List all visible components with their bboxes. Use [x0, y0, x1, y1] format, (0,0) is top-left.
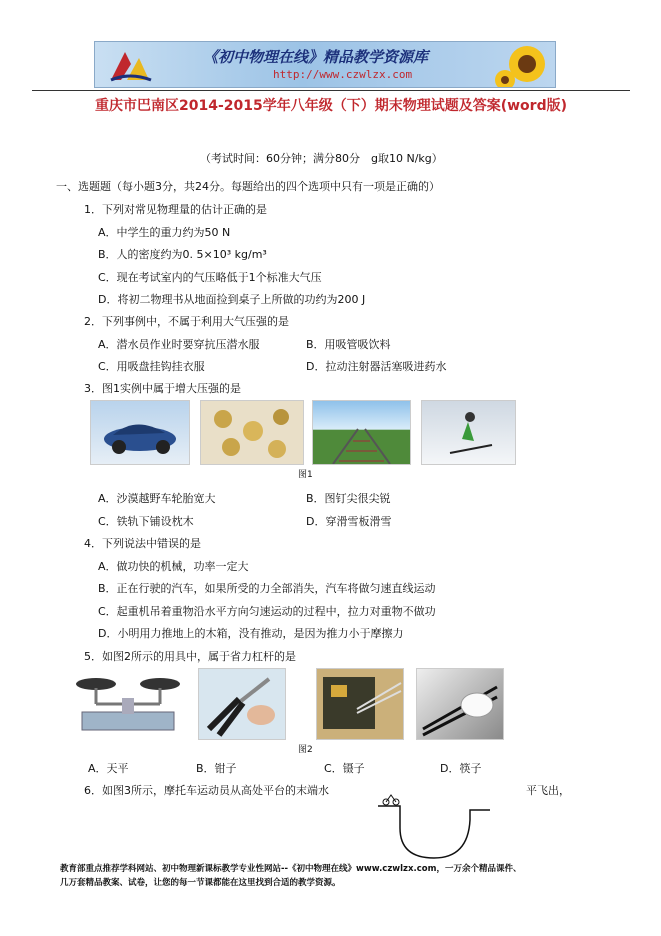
q1-option-b: B．人的密度约为0. 5×10³ kg/m³	[98, 248, 267, 261]
q4-option-b: B．正在行驶的汽车，如果所受的力全部消失，汽车将做匀速直线运动	[98, 582, 436, 595]
q3-option-c: C．铁轨下铺设枕木	[98, 515, 194, 528]
q1-option-a: A．中学生的重力约为50 N	[98, 226, 231, 239]
figure2-balance	[72, 668, 184, 738]
q2-option-d: D．拉动注射器活塞吸进药水	[306, 360, 447, 373]
footer-note	[60, 862, 620, 890]
q3-stem: 3．图1实例中属于增大压强的是	[84, 382, 241, 395]
q5-option-d: D．筷子	[440, 762, 482, 775]
q5-stem: 5．如图2所示的用具中，属于省力杠杆的是	[84, 650, 296, 663]
footer-line2: 几万套精品教案、试卷，让您的每一节课都能在这里找到合适的教学资源。	[60, 878, 341, 888]
q4-stem: 4．下列说法中错误的是	[84, 537, 201, 550]
section-heading: 一、选题题（每小题3分，共24分。每题给出的四个选项中只有一项是正确的）	[56, 180, 440, 193]
q2-option-a: A．潜水员作业时要穿抗压潜水服	[98, 338, 260, 351]
header-rule	[32, 90, 630, 91]
q3-option-b: B．图钉尖很尖锐	[306, 492, 391, 505]
figure2-tweezers	[316, 668, 404, 740]
figure3-motorcycle-diagram	[378, 792, 490, 864]
figure1-caption: 图1	[298, 470, 313, 480]
figure1-thumbtacks	[200, 400, 304, 465]
q2-option-c: C．用吸盘挂钩挂衣服	[98, 360, 205, 373]
q3-option-d: D．穿滑雪板滑雪	[306, 515, 392, 528]
q5-option-c: C．镊子	[324, 762, 365, 775]
doc-title: 重庆市巴南区2014-2015学年八年级（下）期末物理试题及答案(word版)	[94, 98, 567, 114]
exam-info: （考试时间：60分钟；满分80分 g取10 N/kg）	[200, 152, 443, 165]
figure1-skier	[421, 400, 516, 465]
q4-option-a: A．做功快的机械，功率一定大	[98, 560, 249, 573]
q5-option-b: B．钳子	[196, 762, 237, 775]
figure2-caption: 图2	[298, 745, 313, 755]
q4-option-c: C．起重机吊着重物沿水平方向匀速运动的过程中，拉力对重物不做功	[98, 605, 436, 618]
figure2-pliers	[198, 668, 286, 740]
banner-title: 《初中物理在线》精品教学资源库	[203, 48, 429, 66]
q6-stem: 6．如图3所示，摩托车运动员从高处平台的末端水	[84, 784, 329, 797]
q4-option-d: D．小明用力推地上的木箱，没有推动，是因为推力小于摩擦力	[98, 627, 404, 640]
q6-stem-tail: 平飞出，	[526, 784, 570, 797]
sunflower-icon	[495, 42, 555, 87]
q1-option-d: D．将初二物理书从地面捡到桌子上所做的功约为200 J	[98, 293, 366, 306]
q3-option-a: A．沙漠越野车轮胎宽大	[98, 492, 216, 505]
q5-option-a: A．天平	[88, 762, 129, 775]
figure2-chopsticks	[416, 668, 504, 740]
logo-icon	[105, 46, 155, 84]
banner-url[interactable]: http://www.czwlzx.com	[273, 68, 413, 81]
figure1-car	[90, 400, 190, 465]
header-banner	[94, 41, 556, 88]
q2-stem: 2．下列事例中，不属于利用大气压强的是	[84, 315, 289, 328]
q1-stem: 1．下列对常见物理量的估计正确的是	[84, 203, 267, 216]
footer-line1: 教育部重点推荐学科网站、初中物理新课标教学专业性网站--《初中物理在线》www.czwlzx.com，一万余个精品课件、	[60, 864, 522, 874]
q1-option-c: C．现在考试室内的气压略低于1个标准大气压	[98, 271, 322, 284]
figure1-railway	[312, 400, 411, 465]
q2-option-b: B．用吸管吸饮料	[306, 338, 391, 351]
